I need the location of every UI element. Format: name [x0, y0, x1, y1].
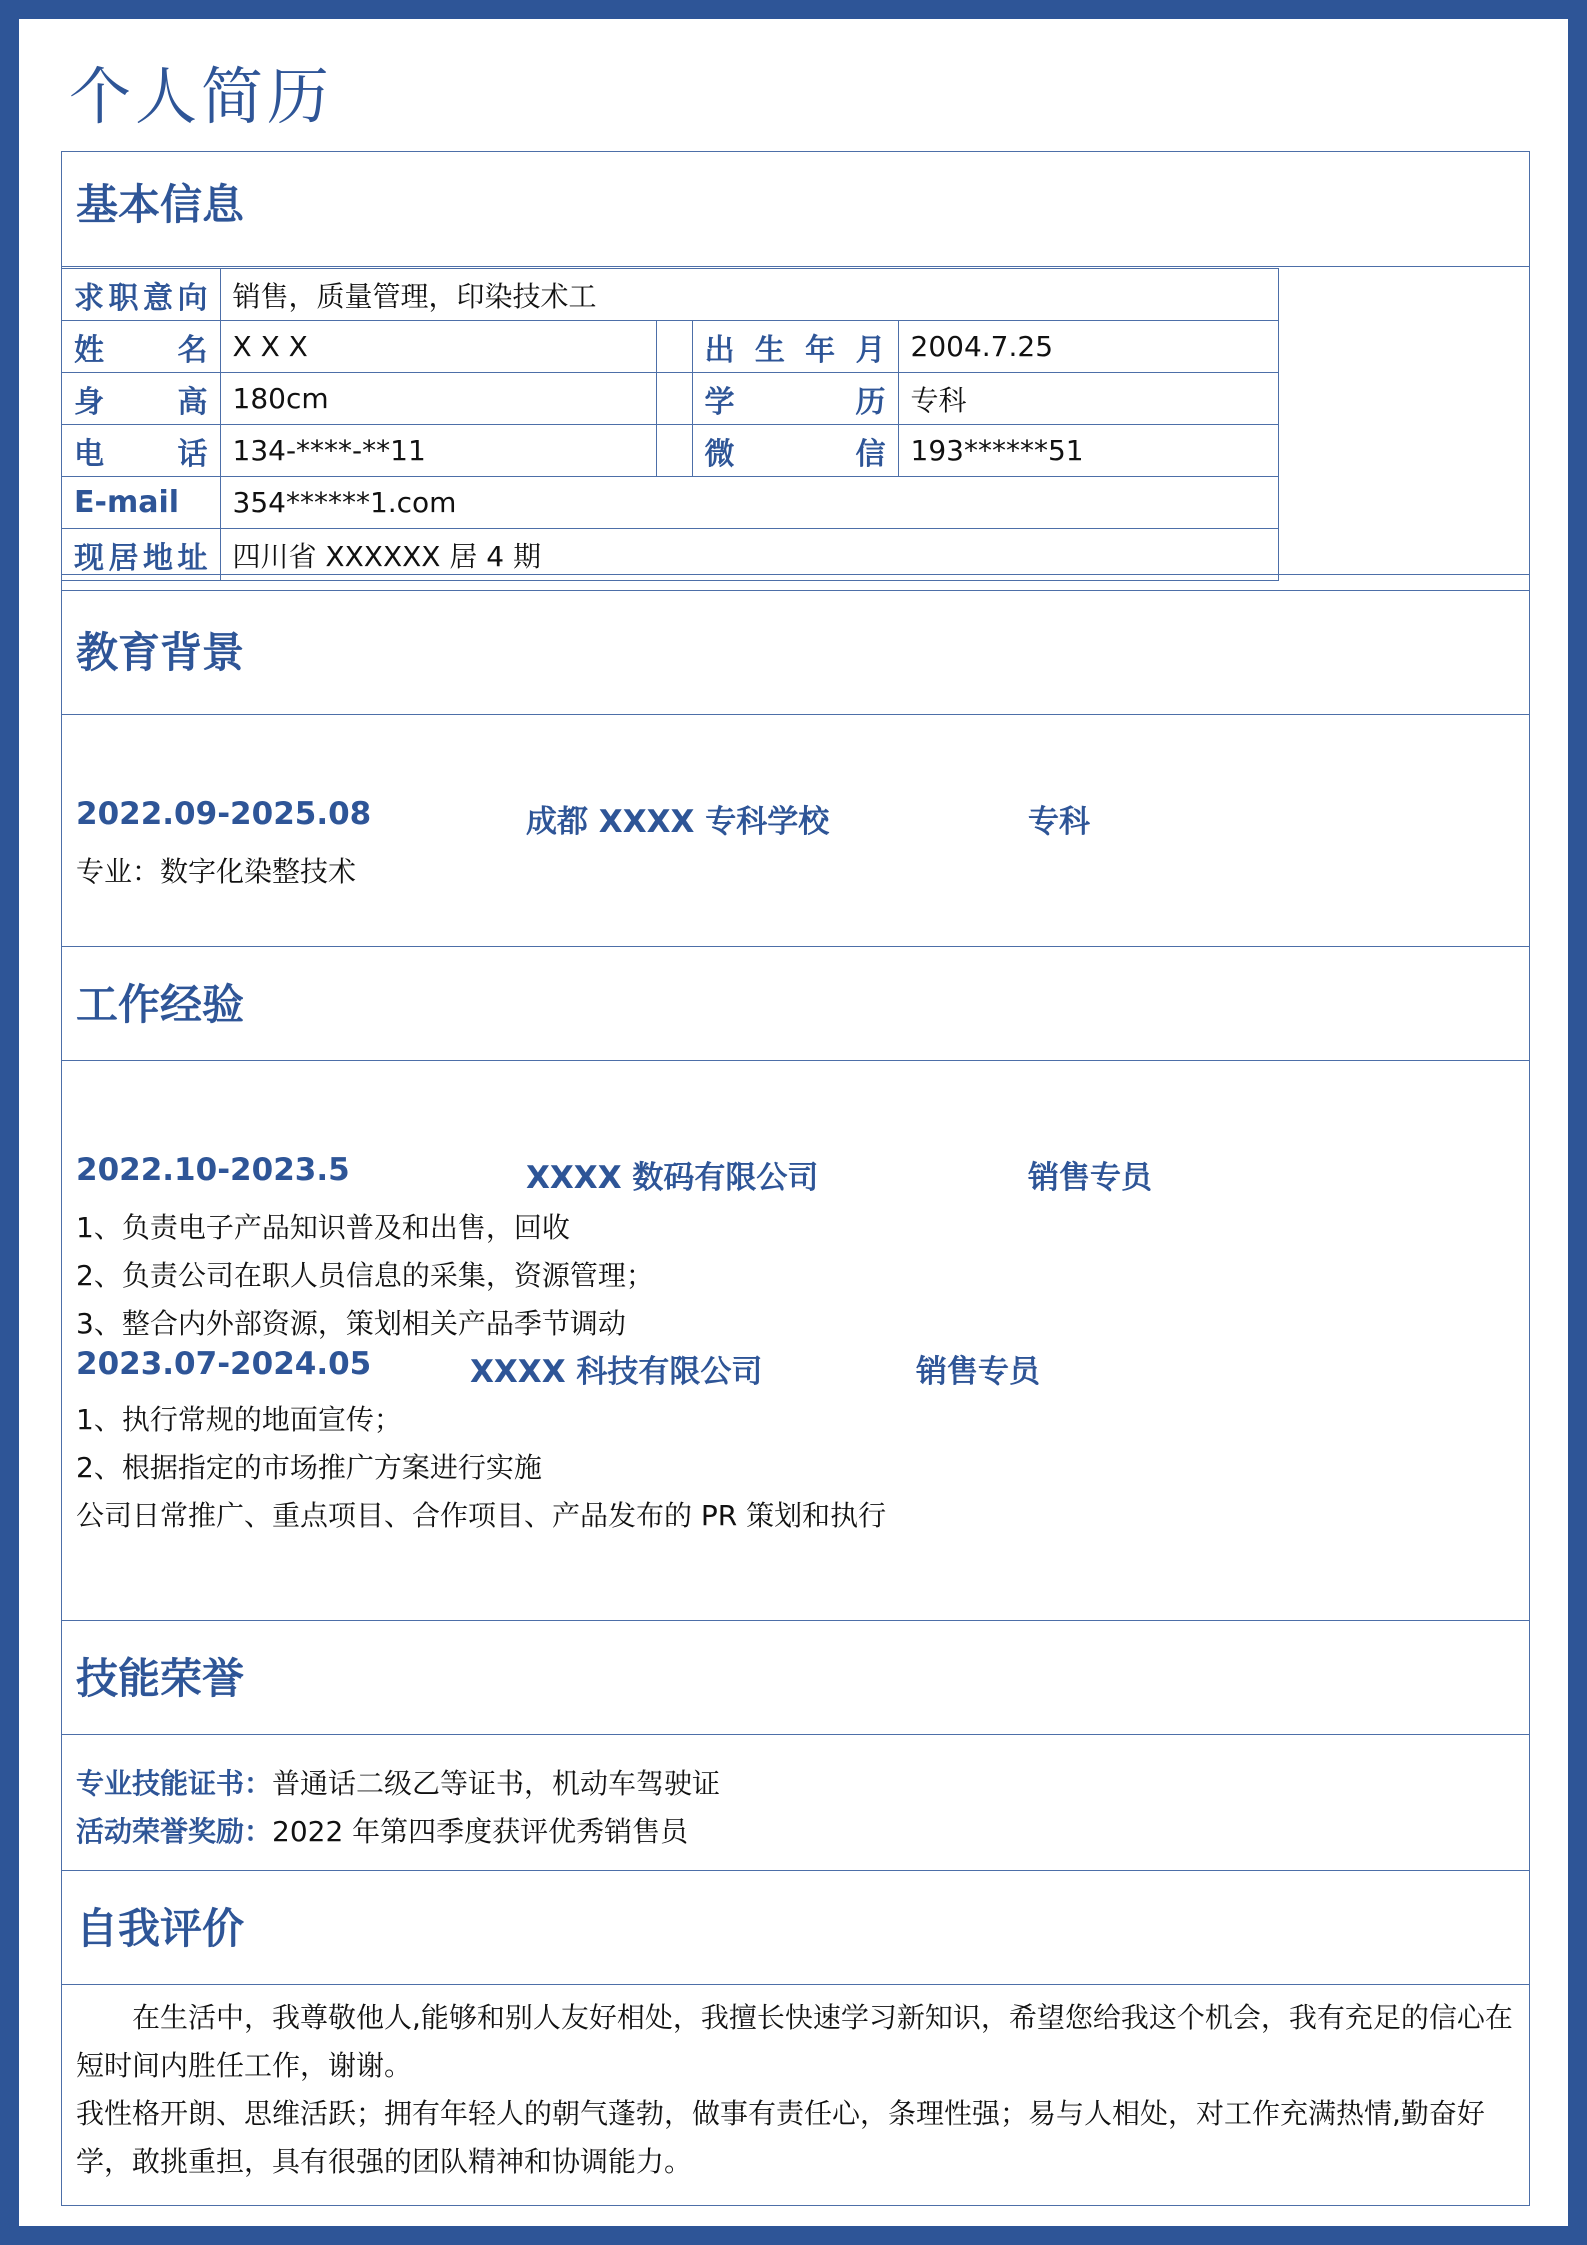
wechat-value: 193******51 — [898, 425, 1278, 477]
divider — [62, 1870, 1529, 1871]
spacer-cell — [656, 373, 692, 425]
info-row-phone — [62, 425, 1278, 477]
resume-page — [19, 19, 1568, 2226]
wechat-label: 微信 — [692, 425, 898, 477]
phone-label: 电话 — [62, 425, 220, 477]
education-school: 成都 XXXX 专科学校 — [526, 804, 830, 840]
basic-info-table — [62, 268, 1279, 581]
education-major: 专业：数字化染整技术 — [76, 855, 357, 888]
divider — [62, 1734, 1529, 1735]
height-value: 180cm — [220, 373, 656, 425]
divider — [62, 266, 1529, 267]
name-value: X X X — [220, 321, 656, 373]
height-label: 身高 — [62, 373, 220, 425]
cert-value: 普通话二级乙等证书，机动车驾驶证 — [272, 1767, 721, 1800]
photo-area-border — [1278, 268, 1279, 574]
spacer-cell — [656, 425, 692, 477]
birth-label: 出生年月 — [692, 321, 898, 373]
section-title-work: 工作经验 — [76, 980, 245, 1029]
work-item: 3、整合内外部资源，策划相关产品季节调动 — [76, 1307, 626, 1340]
email-label: E-mail — [62, 477, 220, 529]
work-role: 销售专员 — [916, 1354, 1040, 1390]
divider — [62, 1060, 1529, 1061]
email-value: 354******1.com — [220, 477, 1278, 529]
education-level: 专科 — [1028, 804, 1090, 840]
divider — [62, 590, 1529, 591]
work-item: 1、负责电子产品知识普及和出售，回收 — [76, 1211, 570, 1244]
work-item: 2、负责公司在职人员信息的采集，资源管理； — [76, 1259, 654, 1292]
section-title-education: 教育背景 — [76, 628, 245, 677]
page-title: 个人简历 — [69, 60, 334, 133]
info-row-height — [62, 373, 1278, 425]
section-title-skills: 技能荣誉 — [76, 1654, 245, 1703]
work-header-2 — [76, 1346, 1515, 1390]
birth-value: 2004.7.25 — [898, 321, 1278, 373]
award-value: 2022 年第四季度获评优秀销售员 — [272, 1815, 689, 1848]
info-row-name — [62, 321, 1278, 373]
divider — [62, 714, 1529, 715]
spacer-cell — [656, 321, 692, 373]
divider — [62, 1984, 1529, 1985]
phone-value: 134-****-**11 — [220, 425, 656, 477]
skill-award-row — [76, 1810, 688, 1850]
intent-label: 求职意向 — [62, 269, 220, 321]
resume-frame — [61, 151, 1530, 2206]
section-title-basic: 基本信息 — [76, 180, 245, 229]
work-company: XXXX 科技有限公司 — [470, 1354, 763, 1390]
degree-value: 专科 — [898, 373, 1278, 425]
divider — [62, 946, 1529, 947]
section-title-self: 自我评价 — [76, 1904, 245, 1953]
divider — [62, 574, 1529, 575]
intent-value: 销售，质量管理，印染技术工 — [220, 269, 1278, 321]
name-label: 姓名 — [62, 321, 220, 373]
degree-label: 学历 — [692, 373, 898, 425]
work-period: 2023.07-2024.05 — [76, 1346, 372, 1382]
award-label: 活动荣誉奖励： — [76, 1815, 273, 1848]
info-row-email — [62, 477, 1278, 529]
cert-label: 专业技能证书： — [76, 1767, 273, 1800]
skill-cert-row — [76, 1762, 720, 1802]
address-value: 四川省 XXXXXX 居 4 期 — [220, 529, 1278, 581]
work-role: 销售专员 — [1028, 1160, 1152, 1196]
education-period: 2022.09-2025.08 — [76, 796, 372, 832]
info-row-intent — [62, 269, 1278, 321]
education-header — [76, 796, 1515, 840]
work-header-1 — [76, 1152, 1515, 1196]
divider — [62, 1620, 1529, 1621]
info-row-address — [62, 529, 1278, 581]
work-company: XXXX 数码有限公司 — [526, 1160, 819, 1196]
address-label: 现居地址 — [62, 529, 220, 581]
work-period: 2022.10-2023.5 — [76, 1152, 350, 1188]
self-eval-paragraph-2: 我性格开朗、思维活跃；拥有年轻人的朝气蓬勃，做事有责任心，条理性强；易与人相处，对工作充满热情,勤奋好学，敢挑重担，具有很强的团队精神和协调能力。 — [76, 2097, 1485, 2178]
work-item: 2、根据指定的市场推广方案进行实施 — [76, 1451, 542, 1484]
work-item: 公司日常推广、重点项目、合作项目、产品发布的 PR 策划和执行 — [76, 1499, 887, 1532]
work-item: 1、执行常规的地面宣传； — [76, 1403, 402, 1436]
self-eval-paragraph-1: 在生活中，我尊敬他人,能够和别人友好相处，我擅长快速学习新知识，希望您给我这个机会，我有充足的信心在短时间内胜任工作，谢谢。 — [76, 2001, 1513, 2082]
